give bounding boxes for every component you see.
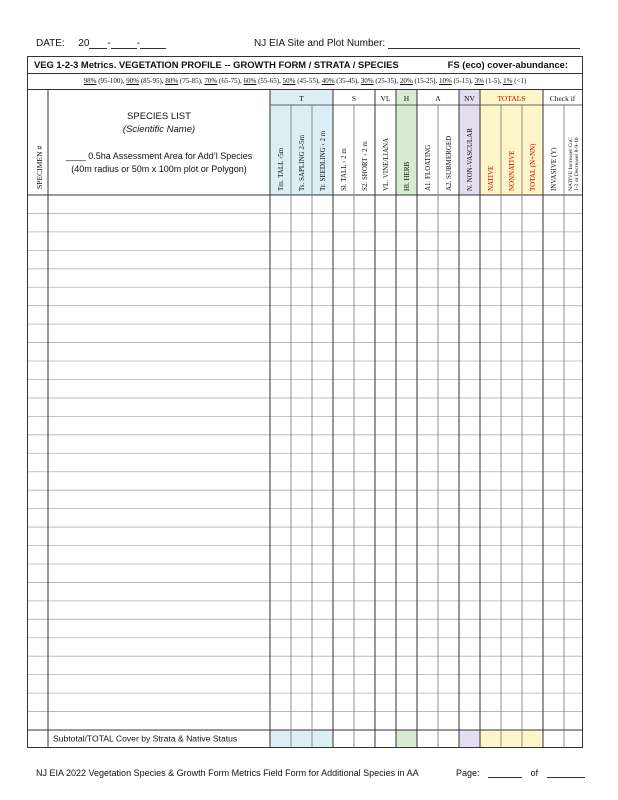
cover-class: 40% (35-45),: [321, 77, 361, 85]
column-label: N. NON-VASCULAR: [466, 128, 474, 191]
column-label: Tm. TALL ›5m: [277, 147, 285, 191]
date-prefix: 20: [78, 38, 90, 49]
footer-page: [456, 768, 585, 778]
species-grid: [28, 57, 582, 747]
subtotal-cell-fill: [480, 730, 501, 747]
column-label: NONNATIVE: [508, 150, 516, 191]
subtotal-cell-fill: [459, 730, 480, 747]
group-label: H: [403, 94, 410, 103]
specimen-header: SPECIMEN #: [35, 145, 44, 189]
date-month-blank[interactable]: [111, 48, 137, 49]
column-label: Hl. HERB: [403, 161, 411, 191]
subtotal-cell-fill: [396, 730, 417, 747]
assessment-area-line2: (40m radius or 50m x 100m plot or Polygon): [71, 164, 247, 174]
date-label: DATE:: [36, 38, 65, 49]
subtotal-cell-fill: [291, 730, 312, 747]
subtotal-label: Subtotal/TOTAL Cover by Strata & Native Status: [53, 733, 238, 744]
scientific-name-heading: (Scientific Name): [122, 124, 196, 135]
column-label: A1. FLOATING: [424, 144, 432, 191]
column-label: INVASIVE (Y): [550, 147, 558, 191]
cover-class: 3% (1-5),: [474, 77, 504, 85]
column-label: TOTAL (N+NN): [529, 143, 537, 191]
date-year-blank[interactable]: [89, 48, 107, 49]
page-label: Page:: [456, 768, 480, 778]
cover-class: 30% (25-35),: [360, 77, 400, 85]
column-label: Sl. TALL › 2 m: [340, 148, 348, 191]
last-column-label-line1: NATIVE Increaser CoC: [568, 137, 574, 191]
cover-class: 98% (95-100),: [83, 77, 127, 85]
footer-text: NJ EIA 2022 Vegetation Species & Growth Form Metrics Field Form for Additional Species in AA: [36, 768, 419, 778]
cover-abundance-title: FS (eco) cover-abundance:: [447, 59, 568, 70]
site-plot-blank[interactable]: [388, 48, 580, 49]
group-label: T: [299, 94, 304, 103]
subtotal-cell-fill: [501, 730, 522, 747]
of-label: of: [530, 768, 539, 778]
date-field: DATE: 20 - -: [36, 38, 166, 49]
cover-class: 50% (45-55),: [282, 77, 322, 85]
column-label: NATIVE: [487, 165, 495, 191]
column-label: Tr. SEEDLING ‹ 2 m: [319, 130, 327, 191]
column-label: VL. VINE/LIANA: [382, 137, 390, 191]
subtotal-cell-fill: [270, 730, 291, 747]
page-total-blank[interactable]: [547, 777, 585, 778]
cover-class: 90% (85-95),: [126, 77, 166, 85]
date-day-blank[interactable]: [140, 48, 166, 49]
column-label: A2. SUBMERGED: [445, 135, 453, 191]
subtotal-cell-fill: [312, 730, 333, 747]
site-plot-field: [254, 38, 580, 49]
group-label: Check if: [549, 94, 576, 103]
cover-class: 1% (<1): [503, 77, 527, 85]
vegetation-form: [27, 56, 583, 748]
site-plot-label: NJ EIA Site and Plot Number:: [254, 38, 386, 49]
column-label: Ts. SAPLING 2-5m: [298, 134, 306, 191]
cover-class: 70% (65-75),: [204, 77, 244, 85]
cover-class: 20% (15-25),: [399, 77, 439, 85]
group-label: S: [351, 94, 357, 103]
group-label: NV: [464, 94, 475, 103]
cover-class: 80% (75-85),: [165, 77, 205, 85]
species-list-heading: SPECIES LIST: [127, 111, 191, 122]
group-label: A: [435, 94, 441, 103]
group-label: VL: [380, 94, 391, 103]
page-number-blank[interactable]: [488, 777, 522, 778]
cover-class: 60% (55-65),: [243, 77, 283, 85]
form-title: VEG 1-2-3 Metrics. VEGETATION PROFILE -- GROWTH FORM / STRATA / SPECIES: [34, 59, 399, 70]
column-label: S2. SHORT ‹ 2 m: [361, 141, 369, 191]
last-column-label-line2: 1-2 or Decreaser 8-9-10: [574, 137, 580, 191]
group-label: TOTALS: [497, 94, 526, 103]
subtotal-cell-fill: [522, 730, 543, 747]
cover-class: 10% (5-15),: [438, 77, 475, 85]
assessment-area-line1: ____ 0.5ha Assessment Area for Add’l Species: [65, 151, 253, 161]
